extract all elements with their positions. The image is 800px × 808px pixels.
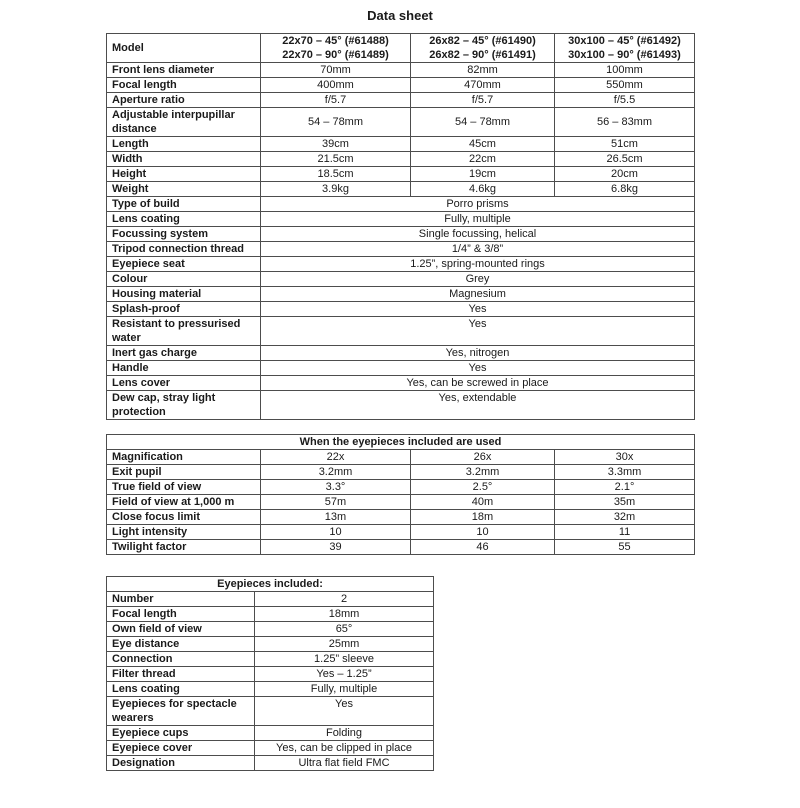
table-row — [107, 361, 695, 376]
row-value: 3.9kg — [261, 182, 411, 197]
row-value: 32m — [555, 510, 695, 525]
table-row — [107, 346, 695, 361]
table-row — [107, 376, 695, 391]
table-row — [107, 317, 695, 346]
row-value: 55 — [555, 540, 695, 555]
table-row — [107, 63, 695, 78]
main-spec-table — [106, 33, 695, 420]
table-row — [107, 741, 434, 756]
row-value: 6.8kg — [555, 182, 695, 197]
model-line-1: 26x82 – 45° (#61490) — [429, 35, 536, 47]
row-value: f/5.7 — [261, 93, 411, 108]
row-value: Ultra flat field FMC — [255, 756, 434, 771]
row-value: 10 — [261, 525, 411, 540]
row-value: 20cm — [555, 167, 695, 182]
row-value: f/5.7 — [411, 93, 555, 108]
table-header: When the eyepieces included are used — [107, 435, 695, 450]
row-label: Eyepiece cover — [107, 741, 255, 756]
row-value: Yes — [255, 697, 434, 726]
table-row — [107, 592, 434, 607]
row-value: 3.3mm — [555, 465, 695, 480]
row-label: Twilight factor — [107, 540, 261, 555]
row-value: 82mm — [411, 63, 555, 78]
row-label: Height — [107, 167, 261, 182]
row-label: Focal length — [107, 78, 261, 93]
row-value: 35m — [555, 495, 695, 510]
row-value: 22cm — [411, 152, 555, 167]
row-label: Lens coating — [107, 682, 255, 697]
row-label: Tripod connection thread — [107, 242, 261, 257]
table-row — [107, 726, 434, 741]
table-row — [107, 495, 695, 510]
row-value: 25mm — [255, 637, 434, 652]
row-value: Folding — [255, 726, 434, 741]
table-header-row — [107, 577, 434, 592]
table-row — [107, 302, 695, 317]
row-value: 51cm — [555, 137, 695, 152]
row-value: Yes — [261, 361, 695, 376]
row-value: 11 — [555, 525, 695, 540]
model-line-2: 26x82 – 90° (#61491) — [429, 49, 536, 61]
model-line-1: 22x70 – 45° (#61488) — [282, 35, 389, 47]
row-label: Aperture ratio — [107, 93, 261, 108]
row-value: Yes, can be screwed in place — [261, 376, 695, 391]
table-row — [107, 242, 695, 257]
row-value: 2.1° — [555, 480, 695, 495]
row-label: Dew cap, stray light protection — [107, 391, 261, 420]
row-label: Field of view at 1,000 m — [107, 495, 261, 510]
row-value: 13m — [261, 510, 411, 525]
row-value: 30x — [555, 450, 695, 465]
table-row — [107, 607, 434, 622]
row-value: 470mm — [411, 78, 555, 93]
table-row — [107, 78, 695, 93]
row-value: 39 — [261, 540, 411, 555]
table-row — [107, 152, 695, 167]
row-value: Magnesium — [261, 287, 695, 302]
table-row — [107, 108, 695, 137]
row-value: Yes, nitrogen — [261, 346, 695, 361]
row-value: 65° — [255, 622, 434, 637]
row-label: Splash-proof — [107, 302, 261, 317]
row-value: 100mm — [555, 63, 695, 78]
row-label: Lens cover — [107, 376, 261, 391]
row-label: Model — [107, 34, 261, 63]
row-label: Designation — [107, 756, 255, 771]
row-label: Number — [107, 592, 255, 607]
row-value: f/5.5 — [555, 93, 695, 108]
row-label: Colour — [107, 272, 261, 287]
row-value: 46 — [411, 540, 555, 555]
row-label: Width — [107, 152, 261, 167]
row-value: 22x — [261, 450, 411, 465]
table-row — [107, 622, 434, 637]
row-label: Light intensity — [107, 525, 261, 540]
row-value: 56 – 83mm — [555, 108, 695, 137]
table-row — [107, 682, 434, 697]
row-value: Yes – 1.25” — [255, 667, 434, 682]
row-value: 1.25”, spring-mounted rings — [261, 257, 695, 272]
row-value: Yes — [261, 317, 695, 346]
row-value: Yes, can be clipped in place — [255, 741, 434, 756]
row-value: 2.5° — [411, 480, 555, 495]
row-label: Lens coating — [107, 212, 261, 227]
row-value: Single focussing, helical — [261, 227, 695, 242]
row-value: 45cm — [411, 137, 555, 152]
row-value: 400mm — [261, 78, 411, 93]
row-value: Yes, extendable — [261, 391, 695, 420]
row-label: Magnification — [107, 450, 261, 465]
row-label: Handle — [107, 361, 261, 376]
row-value: 21.5cm — [261, 152, 411, 167]
row-value: 57m — [261, 495, 411, 510]
row-value: 18m — [411, 510, 555, 525]
table-row — [107, 525, 695, 540]
table-header: Eyepieces included: — [107, 577, 434, 592]
row-label: Housing material — [107, 287, 261, 302]
row-value: 550mm — [555, 78, 695, 93]
table-row — [107, 465, 695, 480]
table-row — [107, 212, 695, 227]
row-label: Close focus limit — [107, 510, 261, 525]
row-label: Focal length — [107, 607, 255, 622]
row-value: 10 — [411, 525, 555, 540]
model-line-2: 22x70 – 90° (#61489) — [282, 49, 389, 61]
table-row — [107, 197, 695, 212]
table-row — [107, 510, 695, 525]
table-row — [107, 667, 434, 682]
table-row — [107, 227, 695, 242]
row-value: 39cm — [261, 137, 411, 152]
row-label: Eyepiece seat — [107, 257, 261, 272]
row-value: Fully, multiple — [261, 212, 695, 227]
row-label: True field of view — [107, 480, 261, 495]
table-row — [107, 637, 434, 652]
row-label: Length — [107, 137, 261, 152]
row-value: 26x — [411, 450, 555, 465]
row-label: Filter thread — [107, 667, 255, 682]
table-header-row — [107, 435, 695, 450]
row-label: Exit pupil — [107, 465, 261, 480]
row-label: Eyepieces for spectacle wearers — [107, 697, 255, 726]
eyepieces-included-table — [106, 576, 434, 771]
row-label: Connection — [107, 652, 255, 667]
table-row-model — [107, 34, 695, 63]
eyepieces-used-table — [106, 434, 695, 555]
row-value: 3.3° — [261, 480, 411, 495]
table-row — [107, 480, 695, 495]
row-value: 19cm — [411, 167, 555, 182]
table-row — [107, 167, 695, 182]
row-value: Yes — [261, 302, 695, 317]
row-label: Eyepiece cups — [107, 726, 255, 741]
row-value: 18mm — [255, 607, 434, 622]
row-value: 2 — [255, 592, 434, 607]
table-row — [107, 450, 695, 465]
row-value: Grey — [261, 272, 695, 287]
row-label: Type of build — [107, 197, 261, 212]
table-row — [107, 756, 434, 771]
table-row — [107, 93, 695, 108]
row-value-model-22x70 — [261, 34, 411, 63]
row-value: 1.25” sleeve — [255, 652, 434, 667]
table-row — [107, 697, 434, 726]
table-row — [107, 391, 695, 420]
row-value: 26.5cm — [555, 152, 695, 167]
table-row — [107, 257, 695, 272]
row-label: Eye distance — [107, 637, 255, 652]
model-line-1: 30x100 – 45° (#61492) — [568, 35, 681, 47]
row-label: Front lens diameter — [107, 63, 261, 78]
row-value: 3.2mm — [411, 465, 555, 480]
row-value: 54 – 78mm — [411, 108, 555, 137]
row-label: Inert gas charge — [107, 346, 261, 361]
row-value: Fully, multiple — [255, 682, 434, 697]
row-value: 18.5cm — [261, 167, 411, 182]
table-row — [107, 287, 695, 302]
row-value: 1/4” & 3/8” — [261, 242, 695, 257]
table-row — [107, 540, 695, 555]
row-label: Weight — [107, 182, 261, 197]
table-row — [107, 137, 695, 152]
row-value: 40m — [411, 495, 555, 510]
row-value: 54 – 78mm — [261, 108, 411, 137]
row-value-model-26x82 — [411, 34, 555, 63]
row-value: 3.2mm — [261, 465, 411, 480]
page-title: Data sheet — [367, 8, 433, 23]
row-value: Porro prisms — [261, 197, 695, 212]
row-value: 70mm — [261, 63, 411, 78]
table-row — [107, 652, 434, 667]
row-label: Focussing system — [107, 227, 261, 242]
row-label: Resistant to pressurised water — [107, 317, 261, 346]
row-label: Own field of view — [107, 622, 255, 637]
table-row — [107, 272, 695, 287]
model-line-2: 30x100 – 90° (#61493) — [568, 49, 681, 61]
row-label: Adjustable interpupillar distance — [107, 108, 261, 137]
row-value-model-30x100 — [555, 34, 695, 63]
row-value: 4.6kg — [411, 182, 555, 197]
table-row — [107, 182, 695, 197]
